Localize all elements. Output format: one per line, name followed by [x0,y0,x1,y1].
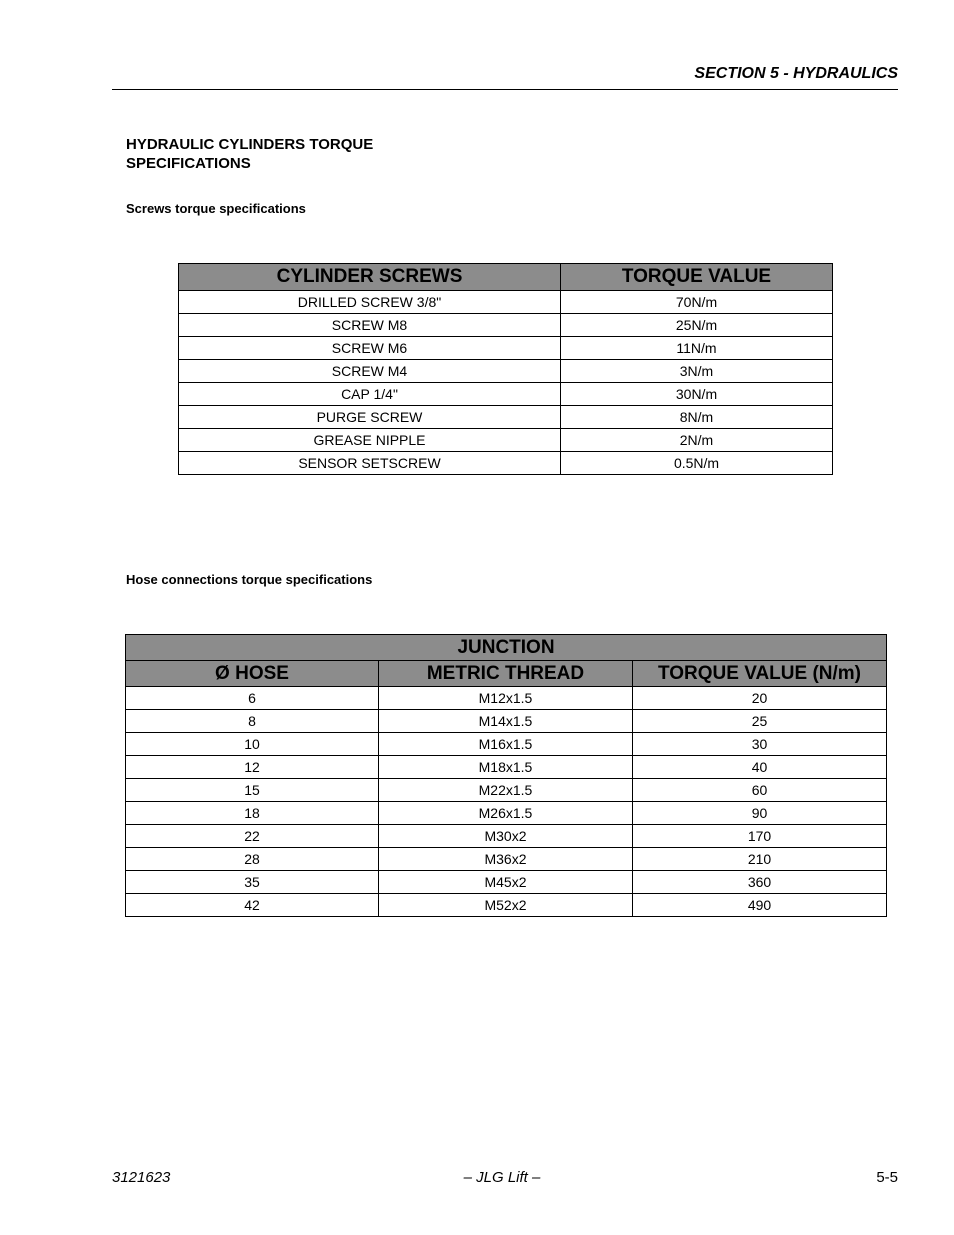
table-cell: M26x1.5 [379,802,633,825]
table-row [126,894,887,917]
table-cell: 18 [126,802,379,825]
table-row [179,406,833,429]
table-group-header-row [126,635,887,661]
table-cell: 22 [126,825,379,848]
table-cell: SENSOR SETSCREW [179,452,561,475]
table-cell: 0.5N/m [561,452,833,475]
table-cell: M14x1.5 [379,710,633,733]
group-header: JUNCTION [126,635,887,661]
table-cell: SCREW M6 [179,337,561,360]
table-cell: 170 [633,825,887,848]
table-cell: M30x2 [379,825,633,848]
table-row [179,383,833,406]
column-header: CYLINDER SCREWS [179,264,561,291]
table-cell: M22x1.5 [379,779,633,802]
table-row [126,802,887,825]
table-cell: GREASE NIPPLE [179,429,561,452]
table-header-row [126,661,887,687]
table-cell: M52x2 [379,894,633,917]
section-title: SECTION 5 - HYDRAULICS [694,65,898,82]
table-cell: 40 [633,756,887,779]
table-cell: 20 [633,687,887,710]
table-row [126,825,887,848]
table-cell: SCREW M4 [179,360,561,383]
table-row [126,779,887,802]
table-cell: 12 [126,756,379,779]
table-cell: 70N/m [561,291,833,314]
table-cell: 90 [633,802,887,825]
table-cell: PURGE SCREW [179,406,561,429]
footer-publisher: – JLG Lift – [463,1169,541,1186]
table-cell: M18x1.5 [379,756,633,779]
table-cell: 10 [126,733,379,756]
footer-doc-number: 3121623 [112,1169,171,1186]
hose-heading: Hose connections torque specifications [126,572,373,587]
table-cell: 2N/m [561,429,833,452]
table-cell: 210 [633,848,887,871]
table-row [179,337,833,360]
table-row [126,733,887,756]
table-cell: 30N/m [561,383,833,406]
table-cell: M36x2 [379,848,633,871]
table-cell: 42 [126,894,379,917]
table-cell: 490 [633,894,887,917]
table-row [179,360,833,383]
table-row [126,710,887,733]
column-header: METRIC THREAD [379,661,633,687]
table-cell: 8N/m [561,406,833,429]
table-row [126,687,887,710]
table-row [126,871,887,894]
table-cell: 11N/m [561,337,833,360]
table-cell: 6 [126,687,379,710]
column-header: TORQUE VALUE [561,264,833,291]
table-cell: 8 [126,710,379,733]
table-row [179,314,833,337]
screws-heading: Screws torque specifications [126,201,306,216]
document-title: HYDRAULIC CYLINDERS TORQUE SPECIFICATIONS [126,136,374,172]
table-cell: DRILLED SCREW 3/8" [179,291,561,314]
column-header: Ø HOSE [126,661,379,687]
table-row [126,756,887,779]
table-cell: 15 [126,779,379,802]
table-row [126,848,887,871]
table-cell: 360 [633,871,887,894]
header-divider [112,89,898,90]
table-cell: 30 [633,733,887,756]
hose-torque-table [125,634,887,917]
column-header: TORQUE VALUE (N/m) [633,661,887,687]
table-cell: M45x2 [379,871,633,894]
table-cell: 3N/m [561,360,833,383]
table-cell: M12x1.5 [379,687,633,710]
table-cell: M16x1.5 [379,733,633,756]
footer-page-number: 5-5 [876,1169,898,1186]
table-cell: SCREW M8 [179,314,561,337]
screws-torque-table [178,263,833,475]
table-cell: 25N/m [561,314,833,337]
table-cell: CAP 1/4" [179,383,561,406]
table-row [179,452,833,475]
table-cell: 28 [126,848,379,871]
table-cell: 60 [633,779,887,802]
table-cell: 25 [633,710,887,733]
table-cell: 35 [126,871,379,894]
table-row [179,429,833,452]
table-header-row [179,264,833,291]
table-row [179,291,833,314]
